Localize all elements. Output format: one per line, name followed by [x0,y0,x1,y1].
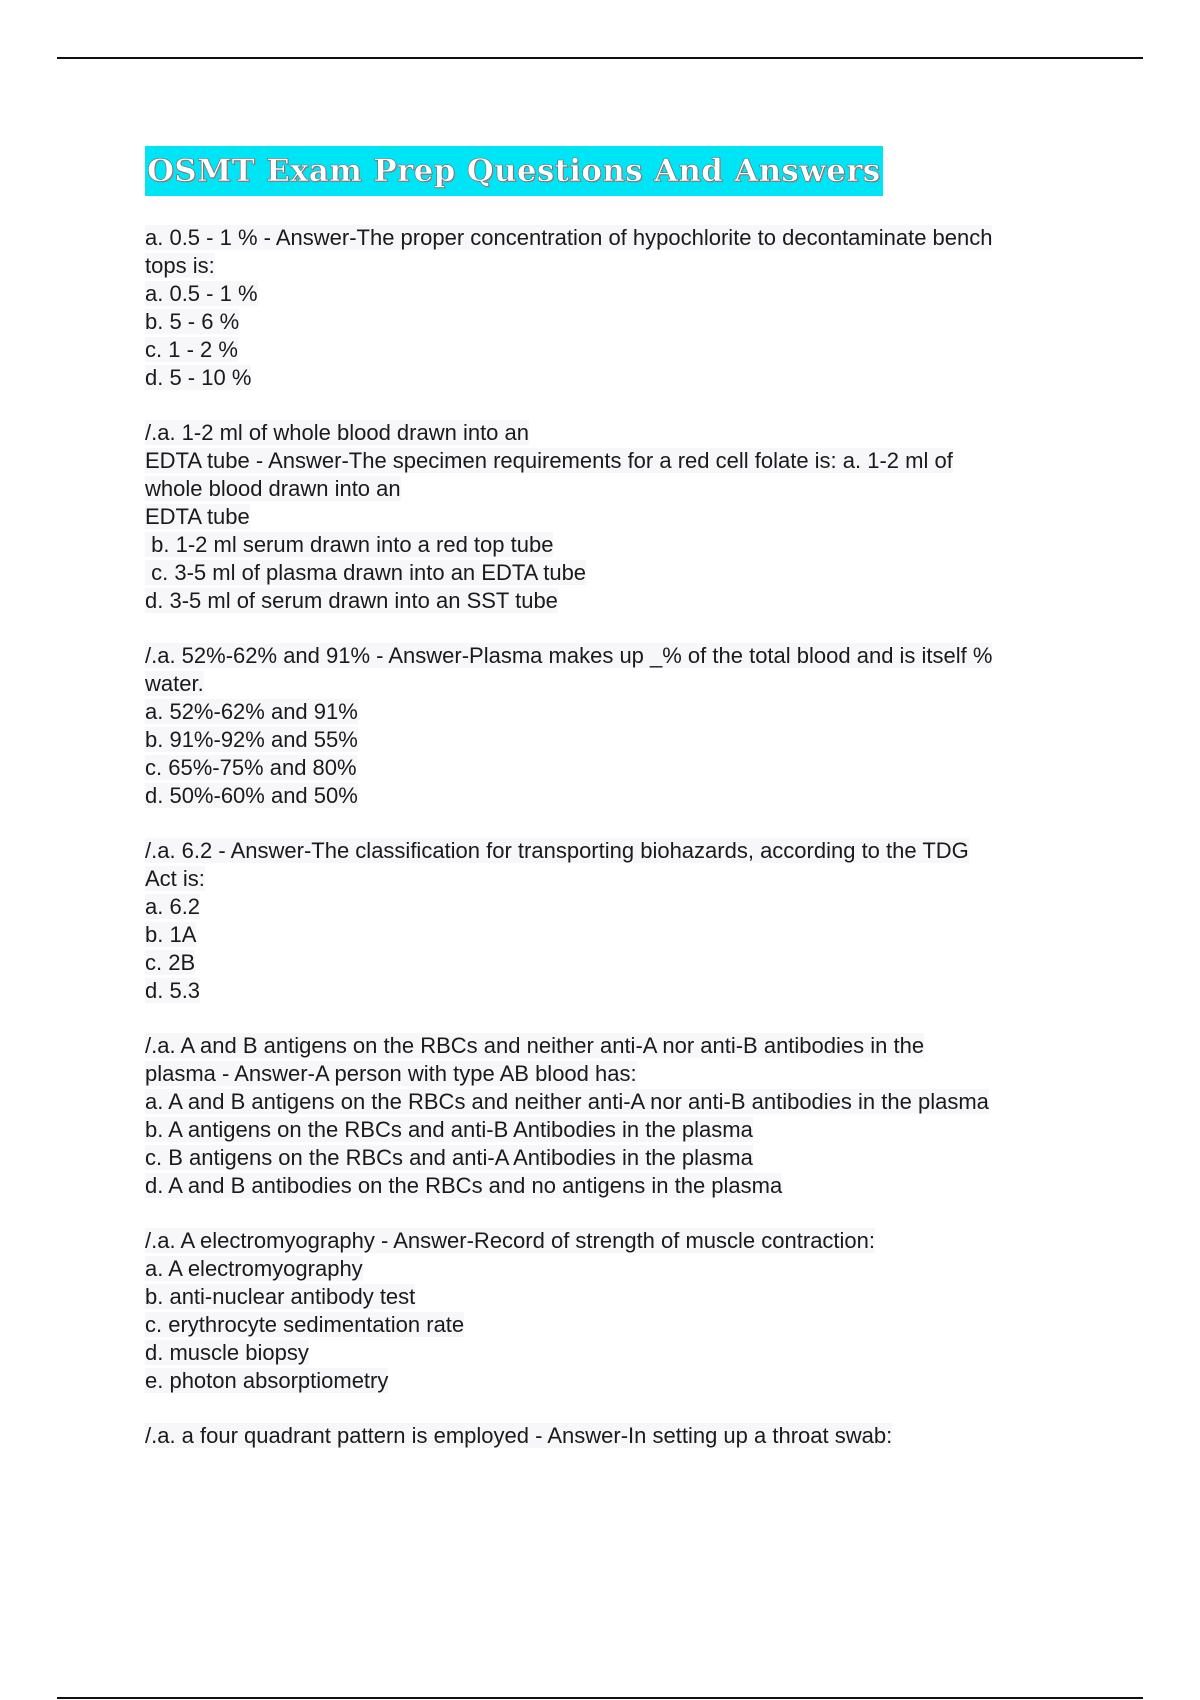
qa-line [145,977,1090,1005]
qa-line-text: e. photon absorptiometry [145,1368,389,1393]
qa-line-text: plasma - Answer-A person with type AB blood has: [145,1061,637,1086]
qa-line-text: d. 5.3 [145,978,201,1003]
qa-line-text: c. B antigens on the RBCs and anti-A Antibodies in the plasma [145,1145,753,1170]
bottom-rule [57,1697,1143,1699]
qa-line [145,587,1090,615]
qa-line [145,726,1090,754]
qa-block [145,1422,1090,1450]
qa-line [145,280,1090,308]
qa-line-text: a. 0.5 - 1 % [145,281,258,306]
qa-line [145,308,1090,336]
qa-line [145,503,1090,531]
top-rule [57,57,1143,59]
qa-list [145,224,1090,1450]
qa-question-line [145,1422,1090,1450]
qa-block [145,642,1090,810]
qa-line [145,782,1090,810]
qa-line [145,1255,1090,1283]
qa-question-line [145,224,1090,252]
qa-line-text: d. A and B antibodies on the RBCs and no antigens in the plasma [145,1173,783,1198]
qa-line-text: EDTA tube [145,504,250,529]
qa-line [145,1144,1090,1172]
qa-question-line [145,642,1090,670]
qa-line [145,1311,1090,1339]
qa-block [145,419,1090,615]
qa-line-text: c. 2B [145,950,196,975]
qa-block [145,224,1090,392]
qa-line-text: d. muscle biopsy [145,1340,309,1365]
qa-line-text: a. 52%-62% and 91% [145,699,358,724]
qa-block [145,1227,1090,1395]
qa-line [145,559,1090,587]
qa-line [145,336,1090,364]
qa-line [145,949,1090,977]
qa-line-text: d. 50%-60% and 50% [145,783,358,808]
qa-line-text: /.a. 1-2 ml of whole blood drawn into an [145,420,530,445]
qa-block [145,1032,1090,1200]
qa-line-text: /.a. A electromyography - Answer-Record of strength of muscle contraction: [145,1228,876,1253]
qa-line [145,1367,1090,1395]
qa-line-text: tops is: [145,253,215,278]
qa-line [145,1339,1090,1367]
qa-line-text: b. 91%-92% and 55% [145,727,358,752]
qa-line-text: /.a. A and B antigens on the RBCs and neither anti-A nor anti-B antibodies in the [145,1033,925,1058]
qa-line-text: b. anti-nuclear antibody test [145,1284,416,1309]
qa-question-line [145,837,1090,865]
qa-line-text: c. 65%-75% and 80% [145,755,357,780]
qa-line [145,364,1090,392]
qa-line-text: c. 3-5 ml of plasma drawn into an EDTA tube [145,560,587,585]
qa-line-text: a. 6.2 [145,894,201,919]
qa-line-text: d. 5 - 10 % [145,365,252,390]
qa-line [145,475,1090,503]
qa-line [145,1088,1090,1116]
qa-line-text: /.a. 52%-62% and 91% - Answer-Plasma makes up _% of the total blood and is itself % [145,643,993,668]
qa-question-line [145,419,1090,447]
qa-line [145,698,1090,726]
qa-line-text: b. 1A [145,922,197,947]
qa-line [145,252,1090,280]
qa-block [145,837,1090,1005]
qa-line [145,1283,1090,1311]
qa-line-text: a. A electromyography [145,1256,363,1281]
qa-line [145,447,1090,475]
qa-line-text: b. 5 - 6 % [145,309,240,334]
qa-question-line [145,1227,1090,1255]
qa-line-text: b. 1-2 ml serum drawn into a red top tube [145,532,554,557]
document-body [145,146,1090,1477]
qa-line-text: Act is: [145,866,205,891]
qa-line [145,754,1090,782]
qa-line [145,893,1090,921]
qa-line-text: a. A and B antigens on the RBCs and neither anti-A nor anti-B antibodies in the plasma [145,1089,989,1114]
qa-line-text: c. erythrocyte sedimentation rate [145,1312,465,1337]
qa-line [145,531,1090,559]
qa-line [145,921,1090,949]
qa-line-text: /.a. 6.2 - Answer-The classification for transporting biohazards, according to the TDG [145,838,969,863]
qa-line [145,670,1090,698]
qa-question-line [145,1032,1090,1060]
qa-line [145,1116,1090,1144]
qa-line-text: b. A antigens on the RBCs and anti-B Antibodies in the plasma [145,1117,753,1142]
qa-line-text: EDTA tube - Answer-The specimen requirements for a red cell folate is: a. 1-2 ml of [145,448,953,473]
qa-line [145,1172,1090,1200]
qa-line-text: /.a. a four quadrant pattern is employed - Answer-In setting up a throat swab: [145,1423,893,1448]
qa-line-text: water. [145,671,204,696]
qa-line-text: whole blood drawn into an [145,476,401,501]
qa-line [145,865,1090,893]
qa-line [145,1060,1090,1088]
qa-line-text: d. 3-5 ml of serum drawn into an SST tube [145,588,558,613]
qa-line-text: a. 0.5 - 1 % - Answer-The proper concentration of hypochlorite to decontaminate bench [145,225,993,250]
document-title: OSMT Exam Prep Questions And Answers [145,146,883,196]
qa-line-text: c. 1 - 2 % [145,337,238,362]
